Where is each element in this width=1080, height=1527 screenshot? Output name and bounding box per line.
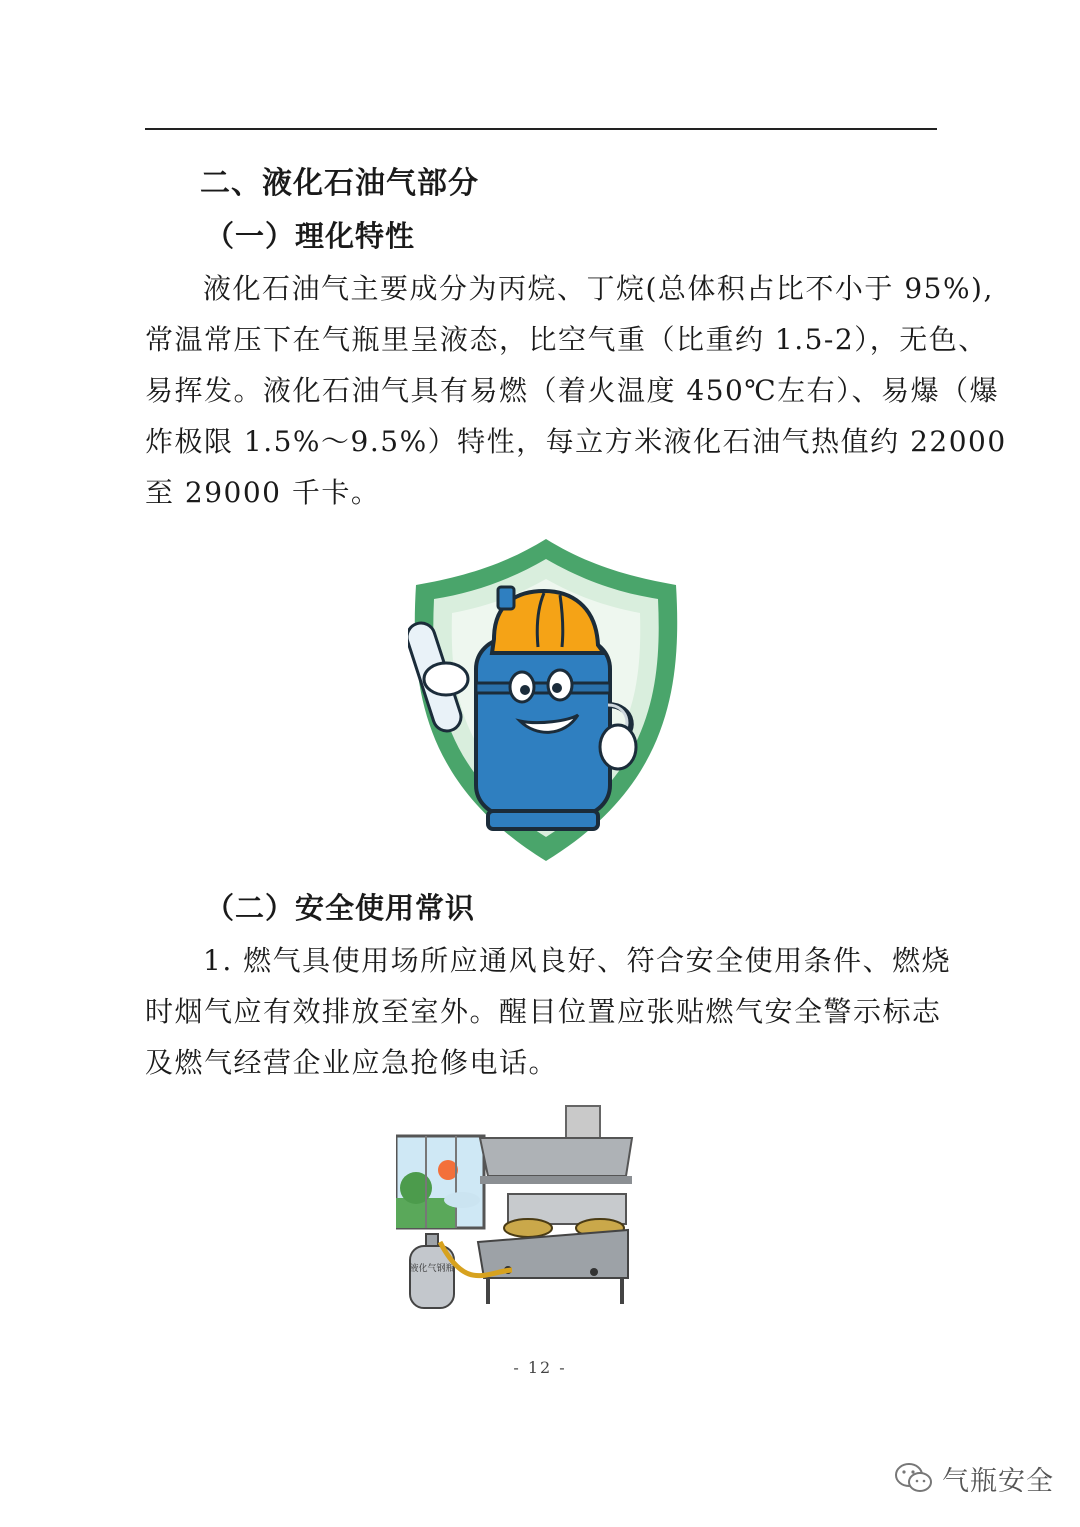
subsection-title-1: （一）理化特性: [205, 219, 416, 253]
kitchen-stove-illustration: [396, 1102, 642, 1312]
header-rule: [145, 128, 937, 130]
paragraph-line: 1. 燃气具使用场所应通风良好、符合安全使用条件、燃烧: [203, 944, 952, 977]
paragraph-line: 及燃气经营企业应急抢修电话。: [145, 1046, 559, 1079]
cylinder-label: 液化气钢瓶: [409, 1264, 455, 1274]
page-number: - 12 -: [513, 1358, 567, 1377]
paragraph-2: [145, 935, 952, 1088]
wechat-icon: [894, 1461, 934, 1495]
paragraph-line: 时烟气应有效排放至室外。醒目位置应张贴燃气安全警示标志: [145, 995, 942, 1028]
section-title: 二、液化石油气部分: [200, 166, 479, 201]
paragraph-line: 易挥发。液化石油气具有易燃（着火温度 450℃左右）、易爆（爆: [145, 374, 1000, 407]
paragraph-line: 至 29000 千卡。: [145, 476, 381, 509]
paragraph-1: [145, 263, 1007, 518]
shield-mascot-illustration: [408, 535, 684, 865]
paragraph-line: 炸极限 1.5%～9.5%）特性，每立方米液化石油气热值约 22000: [145, 425, 1007, 458]
subsection-title-2: （二）安全使用常识: [205, 891, 476, 925]
watermark-text: 气瓶安全: [942, 1465, 1054, 1497]
paragraph-line: 液化石油气主要成分为丙烷、丁烷(总体积占比不小于 95%),: [203, 272, 994, 305]
paragraph-line: 常温常压下在气瓶里呈液态，比空气重（比重约 1.5-2），无色、: [145, 323, 988, 356]
watermark: [894, 1458, 1054, 1498]
